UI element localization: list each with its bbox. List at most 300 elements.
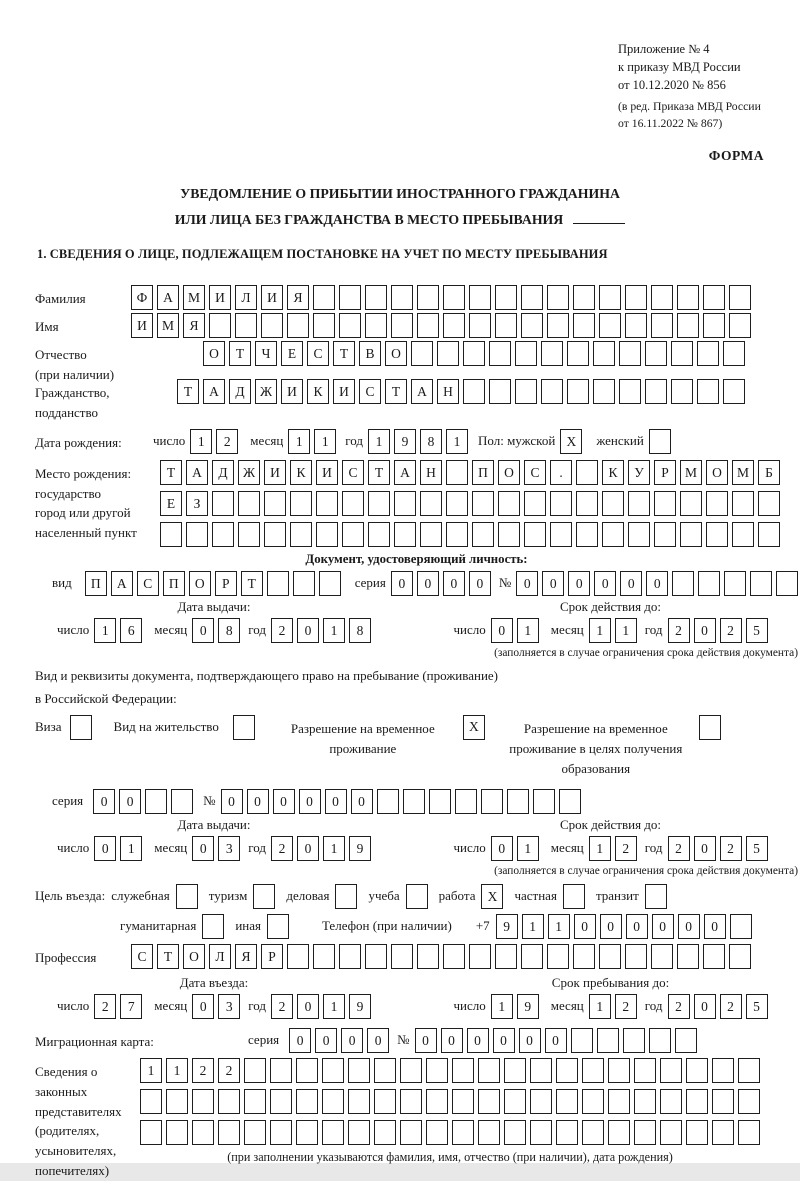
char-cell[interactable]: 0 [519, 1028, 541, 1053]
char-cell[interactable]: 1 [288, 429, 310, 454]
char-cell[interactable] [365, 944, 387, 969]
char-cell[interactable] [233, 715, 255, 740]
char-cell[interactable]: 0 [626, 914, 648, 939]
char-cell[interactable]: К [307, 379, 329, 404]
char-cell[interactable] [729, 313, 751, 338]
char-cell[interactable]: Т [229, 341, 251, 366]
char-cell[interactable]: Д [212, 460, 234, 485]
char-cell[interactable] [374, 1120, 396, 1145]
char-cell[interactable] [776, 571, 798, 596]
char-cell[interactable] [469, 944, 491, 969]
char-cell[interactable] [723, 341, 745, 366]
char-cell[interactable] [446, 491, 468, 516]
char-cell[interactable]: 0 [299, 789, 321, 814]
char-cell[interactable] [521, 313, 543, 338]
char-cell[interactable]: А [411, 379, 433, 404]
char-cell[interactable]: 0 [542, 571, 564, 596]
char-cell[interactable] [703, 944, 725, 969]
char-cell[interactable]: А [394, 460, 416, 485]
char-cell[interactable]: 0 [192, 994, 214, 1019]
char-cell[interactable]: Д [229, 379, 251, 404]
char-cell[interactable]: М [157, 313, 179, 338]
char-cell[interactable]: 1 [446, 429, 468, 454]
char-cell[interactable]: 1 [615, 618, 637, 643]
char-cell[interactable] [176, 884, 198, 909]
char-cell[interactable] [671, 379, 693, 404]
char-cell[interactable]: 1 [589, 618, 611, 643]
char-cell[interactable] [377, 789, 399, 814]
char-cell[interactable] [563, 884, 585, 909]
char-cell[interactable] [368, 522, 390, 547]
char-cell[interactable]: О [385, 341, 407, 366]
char-cell[interactable] [403, 789, 425, 814]
char-cell[interactable]: И [316, 460, 338, 485]
char-cell[interactable]: Л [235, 285, 257, 310]
char-cell[interactable] [530, 1058, 552, 1083]
char-cell[interactable]: 0 [192, 836, 214, 861]
char-cell[interactable] [406, 884, 428, 909]
char-cell[interactable] [649, 429, 671, 454]
char-cell[interactable] [576, 460, 598, 485]
char-cell[interactable]: 0 [367, 1028, 389, 1053]
char-cell[interactable] [758, 491, 780, 516]
char-cell[interactable] [140, 1120, 162, 1145]
char-cell[interactable] [571, 1028, 593, 1053]
char-cell[interactable] [686, 1089, 708, 1114]
char-cell[interactable]: Т [385, 379, 407, 404]
char-cell[interactable]: Е [281, 341, 303, 366]
char-cell[interactable] [515, 379, 537, 404]
char-cell[interactable] [270, 1120, 292, 1145]
char-cell[interactable]: А [203, 379, 225, 404]
char-cell[interactable] [166, 1089, 188, 1114]
char-cell[interactable] [671, 341, 693, 366]
char-cell[interactable] [322, 1089, 344, 1114]
char-cell[interactable]: 1 [323, 994, 345, 1019]
char-cell[interactable] [712, 1058, 734, 1083]
char-cell[interactable] [417, 944, 439, 969]
char-cell[interactable]: К [602, 460, 624, 485]
char-cell[interactable] [628, 522, 650, 547]
char-cell[interactable] [576, 522, 598, 547]
char-cell[interactable] [699, 715, 721, 740]
char-cell[interactable] [593, 341, 615, 366]
char-cell[interactable]: 9 [517, 994, 539, 1019]
char-cell[interactable]: 0 [417, 571, 439, 596]
char-cell[interactable]: 0 [491, 836, 513, 861]
char-cell[interactable]: О [189, 571, 211, 596]
char-cell[interactable] [400, 1058, 422, 1083]
char-cell[interactable]: 0 [119, 789, 141, 814]
char-cell[interactable]: 0 [469, 571, 491, 596]
char-cell[interactable] [296, 1120, 318, 1145]
char-cell[interactable] [426, 1058, 448, 1083]
char-cell[interactable] [452, 1058, 474, 1083]
char-cell[interactable]: 0 [646, 571, 668, 596]
char-cell[interactable] [597, 1028, 619, 1053]
char-cell[interactable]: К [290, 460, 312, 485]
char-cell[interactable]: 0 [491, 618, 513, 643]
char-cell[interactable] [576, 491, 598, 516]
char-cell[interactable] [547, 944, 569, 969]
char-cell[interactable]: М [183, 285, 205, 310]
char-cell[interactable] [374, 1089, 396, 1114]
char-cell[interactable]: О [183, 944, 205, 969]
char-cell[interactable] [504, 1058, 526, 1083]
char-cell[interactable] [675, 1028, 697, 1053]
char-cell[interactable] [235, 313, 257, 338]
char-cell[interactable] [443, 944, 465, 969]
char-cell[interactable]: Б [758, 460, 780, 485]
char-cell[interactable] [463, 341, 485, 366]
char-cell[interactable]: 0 [568, 571, 590, 596]
char-cell[interactable]: П [85, 571, 107, 596]
char-cell[interactable]: Я [235, 944, 257, 969]
char-cell[interactable]: 1 [140, 1058, 162, 1083]
char-cell[interactable] [654, 491, 676, 516]
char-cell[interactable] [452, 1120, 474, 1145]
char-cell[interactable]: П [472, 460, 494, 485]
char-cell[interactable] [316, 522, 338, 547]
char-cell[interactable] [348, 1089, 370, 1114]
char-cell[interactable] [573, 944, 595, 969]
char-cell[interactable]: 2 [218, 1058, 240, 1083]
char-cell[interactable]: В [359, 341, 381, 366]
char-cell[interactable] [724, 571, 746, 596]
char-cell[interactable]: Ж [255, 379, 277, 404]
char-cell[interactable]: 2 [720, 836, 742, 861]
char-cell[interactable] [533, 789, 555, 814]
char-cell[interactable]: О [203, 341, 225, 366]
char-cell[interactable] [420, 491, 442, 516]
char-cell[interactable] [608, 1089, 630, 1114]
char-cell[interactable] [469, 285, 491, 310]
char-cell[interactable] [322, 1120, 344, 1145]
char-cell[interactable] [455, 789, 477, 814]
char-cell[interactable] [521, 944, 543, 969]
char-cell[interactable]: 1 [120, 836, 142, 861]
char-cell[interactable] [495, 944, 517, 969]
char-cell[interactable] [599, 944, 621, 969]
char-cell[interactable] [732, 522, 754, 547]
char-cell[interactable] [192, 1120, 214, 1145]
char-cell[interactable] [602, 491, 624, 516]
char-cell[interactable]: X [560, 429, 582, 454]
char-cell[interactable] [202, 914, 224, 939]
char-cell[interactable] [426, 1089, 448, 1114]
char-cell[interactable]: 2 [668, 618, 690, 643]
char-cell[interactable] [391, 285, 413, 310]
char-cell[interactable] [550, 491, 572, 516]
char-cell[interactable]: Ж [238, 460, 260, 485]
char-cell[interactable] [166, 1120, 188, 1145]
char-cell[interactable]: Т [333, 341, 355, 366]
char-cell[interactable] [489, 379, 511, 404]
char-cell[interactable]: 9 [349, 836, 371, 861]
char-cell[interactable] [186, 522, 208, 547]
char-cell[interactable] [680, 522, 702, 547]
char-cell[interactable]: И [209, 285, 231, 310]
char-cell[interactable]: 1 [522, 914, 544, 939]
char-cell[interactable] [547, 285, 569, 310]
char-cell[interactable] [212, 491, 234, 516]
char-cell[interactable] [391, 313, 413, 338]
char-cell[interactable]: 0 [545, 1028, 567, 1053]
char-cell[interactable] [319, 571, 341, 596]
char-cell[interactable]: 2 [271, 994, 293, 1019]
char-cell[interactable] [400, 1120, 422, 1145]
char-cell[interactable] [654, 522, 676, 547]
char-cell[interactable] [703, 313, 725, 338]
char-cell[interactable] [400, 1089, 422, 1114]
char-cell[interactable] [660, 1058, 682, 1083]
char-cell[interactable] [608, 1120, 630, 1145]
char-cell[interactable] [556, 1120, 578, 1145]
char-cell[interactable] [498, 522, 520, 547]
char-cell[interactable] [417, 285, 439, 310]
char-cell[interactable] [697, 379, 719, 404]
char-cell[interactable]: 0 [297, 836, 319, 861]
char-cell[interactable]: 2 [720, 994, 742, 1019]
char-cell[interactable] [270, 1089, 292, 1114]
char-cell[interactable]: С [524, 460, 546, 485]
char-cell[interactable] [507, 789, 529, 814]
char-cell[interactable]: 0 [467, 1028, 489, 1053]
char-cell[interactable] [313, 285, 335, 310]
char-cell[interactable] [712, 1120, 734, 1145]
char-cell[interactable]: 2 [216, 429, 238, 454]
char-cell[interactable] [342, 491, 364, 516]
char-cell[interactable]: 3 [218, 836, 240, 861]
char-cell[interactable] [489, 341, 511, 366]
char-cell[interactable]: О [706, 460, 728, 485]
char-cell[interactable] [238, 491, 260, 516]
char-cell[interactable] [296, 1089, 318, 1114]
char-cell[interactable] [267, 914, 289, 939]
char-cell[interactable]: Р [654, 460, 676, 485]
char-cell[interactable]: 1 [517, 836, 539, 861]
char-cell[interactable] [556, 1058, 578, 1083]
char-cell[interactable] [729, 944, 751, 969]
char-cell[interactable] [238, 522, 260, 547]
char-cell[interactable] [209, 313, 231, 338]
char-cell[interactable] [602, 522, 624, 547]
char-cell[interactable] [429, 789, 451, 814]
char-cell[interactable]: 1 [491, 994, 513, 1019]
char-cell[interactable]: М [680, 460, 702, 485]
char-cell[interactable]: 7 [120, 994, 142, 1019]
char-cell[interactable] [573, 285, 595, 310]
char-cell[interactable]: 6 [120, 618, 142, 643]
char-cell[interactable] [322, 1058, 344, 1083]
char-cell[interactable] [313, 944, 335, 969]
char-cell[interactable]: 0 [415, 1028, 437, 1053]
char-cell[interactable] [287, 313, 309, 338]
char-cell[interactable] [660, 1120, 682, 1145]
char-cell[interactable] [530, 1120, 552, 1145]
char-cell[interactable]: 9 [394, 429, 416, 454]
char-cell[interactable]: Н [437, 379, 459, 404]
char-cell[interactable] [472, 522, 494, 547]
char-cell[interactable]: 0 [704, 914, 726, 939]
char-cell[interactable] [171, 789, 193, 814]
char-cell[interactable]: Я [287, 285, 309, 310]
char-cell[interactable] [192, 1089, 214, 1114]
char-cell[interactable] [556, 1089, 578, 1114]
char-cell[interactable] [469, 313, 491, 338]
char-cell[interactable]: 0 [574, 914, 596, 939]
char-cell[interactable] [738, 1058, 760, 1083]
char-cell[interactable] [541, 379, 563, 404]
char-cell[interactable] [649, 1028, 671, 1053]
char-cell[interactable]: О [498, 460, 520, 485]
char-cell[interactable] [573, 313, 595, 338]
char-cell[interactable]: 2 [615, 836, 637, 861]
char-cell[interactable] [478, 1089, 500, 1114]
char-cell[interactable]: С [137, 571, 159, 596]
char-cell[interactable]: 5 [746, 994, 768, 1019]
char-cell[interactable] [145, 789, 167, 814]
char-cell[interactable] [481, 789, 503, 814]
char-cell[interactable] [524, 522, 546, 547]
char-cell[interactable] [339, 944, 361, 969]
char-cell[interactable] [677, 313, 699, 338]
char-cell[interactable]: 2 [720, 618, 742, 643]
char-cell[interactable] [365, 313, 387, 338]
char-cell[interactable] [530, 1089, 552, 1114]
char-cell[interactable]: 0 [341, 1028, 363, 1053]
char-cell[interactable] [391, 944, 413, 969]
char-cell[interactable] [504, 1089, 526, 1114]
char-cell[interactable] [394, 522, 416, 547]
char-cell[interactable] [738, 1120, 760, 1145]
char-cell[interactable]: З [186, 491, 208, 516]
char-cell[interactable] [619, 341, 641, 366]
char-cell[interactable] [599, 313, 621, 338]
char-cell[interactable]: 0 [652, 914, 674, 939]
char-cell[interactable] [267, 571, 289, 596]
char-cell[interactable] [293, 571, 315, 596]
char-cell[interactable] [686, 1058, 708, 1083]
char-cell[interactable]: 0 [443, 571, 465, 596]
char-cell[interactable] [582, 1120, 604, 1145]
char-cell[interactable] [316, 491, 338, 516]
char-cell[interactable] [732, 491, 754, 516]
char-cell[interactable] [680, 491, 702, 516]
char-cell[interactable]: 1 [166, 1058, 188, 1083]
char-cell[interactable]: 0 [247, 789, 269, 814]
char-cell[interactable] [515, 341, 537, 366]
char-cell[interactable] [244, 1089, 266, 1114]
char-cell[interactable]: 0 [594, 571, 616, 596]
char-cell[interactable] [651, 313, 673, 338]
char-cell[interactable] [218, 1089, 240, 1114]
char-cell[interactable]: 0 [192, 618, 214, 643]
char-cell[interactable]: 1 [548, 914, 570, 939]
char-cell[interactable]: 1 [589, 836, 611, 861]
char-cell[interactable] [593, 379, 615, 404]
char-cell[interactable]: Т [368, 460, 390, 485]
char-cell[interactable]: С [131, 944, 153, 969]
char-cell[interactable] [706, 491, 728, 516]
char-cell[interactable] [411, 341, 433, 366]
char-cell[interactable]: Я [183, 313, 205, 338]
char-cell[interactable] [437, 341, 459, 366]
char-cell[interactable] [634, 1120, 656, 1145]
char-cell[interactable]: Р [261, 944, 283, 969]
char-cell[interactable]: 0 [289, 1028, 311, 1053]
char-cell[interactable]: 8 [349, 618, 371, 643]
char-cell[interactable]: 1 [323, 618, 345, 643]
char-cell[interactable]: У [628, 460, 650, 485]
char-cell[interactable] [452, 1089, 474, 1114]
char-cell[interactable]: 5 [746, 618, 768, 643]
char-cell[interactable] [677, 944, 699, 969]
char-cell[interactable] [244, 1058, 266, 1083]
char-cell[interactable] [550, 522, 572, 547]
char-cell[interactable] [729, 285, 751, 310]
char-cell[interactable] [270, 1058, 292, 1083]
char-cell[interactable] [335, 884, 357, 909]
char-cell[interactable]: 1 [314, 429, 336, 454]
char-cell[interactable]: И [281, 379, 303, 404]
char-cell[interactable]: 2 [94, 994, 116, 1019]
char-cell[interactable]: П [163, 571, 185, 596]
char-cell[interactable]: 9 [496, 914, 518, 939]
char-cell[interactable] [567, 379, 589, 404]
char-cell[interactable] [313, 313, 335, 338]
char-cell[interactable]: С [359, 379, 381, 404]
char-cell[interactable] [625, 313, 647, 338]
char-cell[interactable] [686, 1120, 708, 1145]
char-cell[interactable]: 0 [93, 789, 115, 814]
char-cell[interactable]: 0 [94, 836, 116, 861]
char-cell[interactable] [446, 522, 468, 547]
char-cell[interactable] [608, 1058, 630, 1083]
char-cell[interactable]: И [131, 313, 153, 338]
char-cell[interactable]: 0 [600, 914, 622, 939]
char-cell[interactable] [70, 715, 92, 740]
char-cell[interactable] [495, 285, 517, 310]
char-cell[interactable] [672, 571, 694, 596]
char-cell[interactable]: 2 [615, 994, 637, 1019]
char-cell[interactable]: И [264, 460, 286, 485]
char-cell[interactable]: А [111, 571, 133, 596]
char-cell[interactable] [660, 1089, 682, 1114]
char-cell[interactable]: 1 [190, 429, 212, 454]
char-cell[interactable] [290, 491, 312, 516]
char-cell[interactable] [628, 491, 650, 516]
char-cell[interactable]: 0 [493, 1028, 515, 1053]
char-cell[interactable]: 9 [349, 994, 371, 1019]
char-cell[interactable]: С [307, 341, 329, 366]
char-cell[interactable]: 8 [218, 618, 240, 643]
char-cell[interactable] [712, 1089, 734, 1114]
char-cell[interactable] [634, 1058, 656, 1083]
char-cell[interactable]: X [463, 715, 485, 740]
char-cell[interactable]: 0 [694, 994, 716, 1019]
char-cell[interactable]: 1 [517, 618, 539, 643]
char-cell[interactable] [339, 285, 361, 310]
char-cell[interactable]: 0 [297, 618, 319, 643]
char-cell[interactable]: 0 [351, 789, 373, 814]
char-cell[interactable] [498, 491, 520, 516]
char-cell[interactable] [706, 522, 728, 547]
char-cell[interactable]: 2 [271, 618, 293, 643]
char-cell[interactable] [417, 313, 439, 338]
char-cell[interactable]: И [333, 379, 355, 404]
char-cell[interactable] [619, 379, 641, 404]
